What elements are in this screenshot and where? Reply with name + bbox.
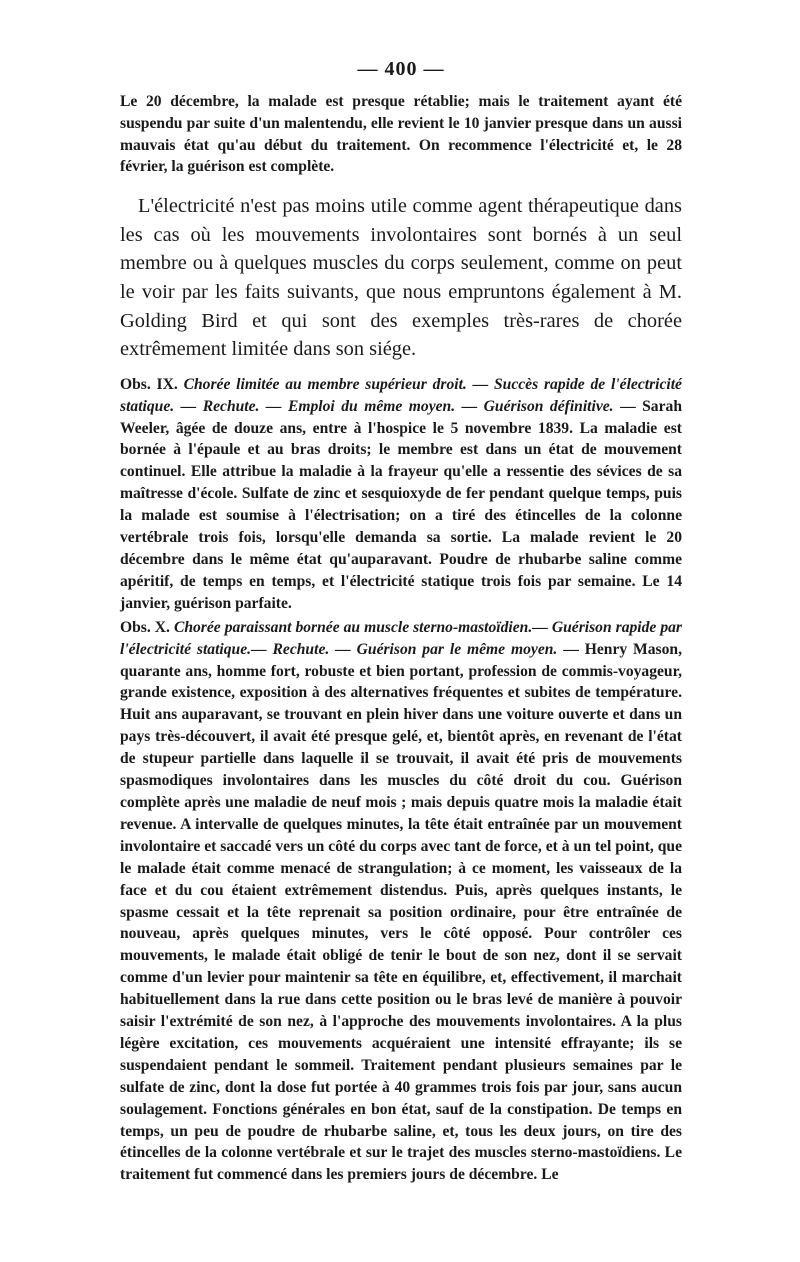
obs-x-body: — Henry Mason, quarante ans, homme fort, robuste et bien portant, profession de commis-voyageur, grande existence, exposition à des alternatives fréquentes et subites de température. Huit ans auparavant, se trouvant en plein hiver dans une voiture ouverte et dans un pays très-découvert, il avait été presque gelé, et, bientôt après, en revenant de l'état de stupeur partielle dans laquelle il se trouvait, il avait été pris de mouvements spasmodiques involontaires dans les muscles du côté droit du cou. Guérison complète après une maladie de neuf mois ; mais depuis quatre mois la maladie était revenue. A intervalle de quelques minutes, la tête était entraînée par un mouvement involontaire et saccadé vers un côté du corps avec tant de force, et à un tel point, que le malade était comme menacé de strangulation; à ce moment, les vaisseaux de la face et du cou étaient extrêmement distendus. Puis, après quelques instants, le spasme cessait et la tête reprenait sa position ordinaire, pour être entraînée de nouveau, après quelques minutes, vers le côté opposé. Pour contrôler ces mouvements, le malade était obligé de tenir le bout de son nez, dont il se servait comme d'un levier pour maintenir sa tête en équilibre, et, effectivement, il marchait habituellement dans la rue dans cette position ou le bras levé de manière à pouvoir saisir l'extrémité de son nez, à l'approche des mouvements involontaires. A la plus légère excitation, ces mouvements acquéraient une intensité effrayante; ils se suspendaient pendant le sommeil. Traitement pendant plusieurs semaines par le sulfate de zinc, dont la dose fut portée à 40 grammes trois fois par jour, sans aucun soulagement. Fonctions générales en bon état, sauf de la constipation. De temps en temps, un peu de poudre de rhubarbe saline, et, tous les deux jours, on tire des étincelles de la colonne vertébrale et sur le trajet des muscles sterno-mastoïdiens. Le traitement fut commencé dans les premiers jours de décembre. Le	[120, 640, 682, 1184]
page-number: — 400 —	[357, 58, 445, 80]
observation-ix	[120, 374, 682, 615]
obs-ix-label: Obs. IX.	[120, 375, 178, 393]
obs-ix-heading: Chorée limitée au membre supérieur droit. — Succès rapide de l'électricité statique. — Rechute. — Emploi du même moyen. — Guérison définitive.	[120, 375, 682, 415]
obs-x-label: Obs. X.	[120, 618, 170, 636]
obs-ix-body: — Sarah Weeler, âgée de douze ans, entre à l'hospice le 5 novembre 1839. La maladie est bornée à l'épaule et au bras droits; le membre est dans un état de mouvement continuel. Elle attribue la maladie à la frayeur qu'elle a ressentie des sévices de sa maîtresse d'école. Sulfate de zinc et sesquioxyde de fer pendant quelque temps, puis la malade est soumise à l'électrisation; on a tiré des étincelles de la colonne vertébrale trois fois, lorsqu'elle demanda sa sortie. La malade revient le 20 décembre dans le même état qu'auparavant. Poudre de rhubarbe saline comme apéritif, de temps en temps, et l'électricité statique trois fois par semaine. Le 14 janvier, guérison parfaite.	[120, 397, 682, 612]
paragraph-main: L'électricité n'est pas moins utile comme agent thérapeutique dans les cas où les mouvements involontaires sont bornés à un seul membre ou à quelques muscles du corps seulement, comme on peut le voir par les faits suivants, que nous empruntons également à M. Golding Bird et qui sont des exemples très-rares de chorée extrêmement limitée dans son siége.	[120, 195, 682, 361]
paragraph-top: Le 20 décembre, la malade est presque rétablie; mais le traitement ayant été suspendu par suite d'un malentendu, elle revient le 10 janvier presque dans un aussi mauvais état qu'au début du traitement. On recommence l'électricité et, le 28 février, la guérison est complète.	[120, 93, 682, 176]
obs-x-heading: Chorée paraissant bornée au muscle sterno-mastoïdien.— Guérison rapide par l'électricité statique.— Rechute. — Guérison par le même moyen.	[120, 618, 682, 658]
observation-x	[120, 617, 682, 1187]
